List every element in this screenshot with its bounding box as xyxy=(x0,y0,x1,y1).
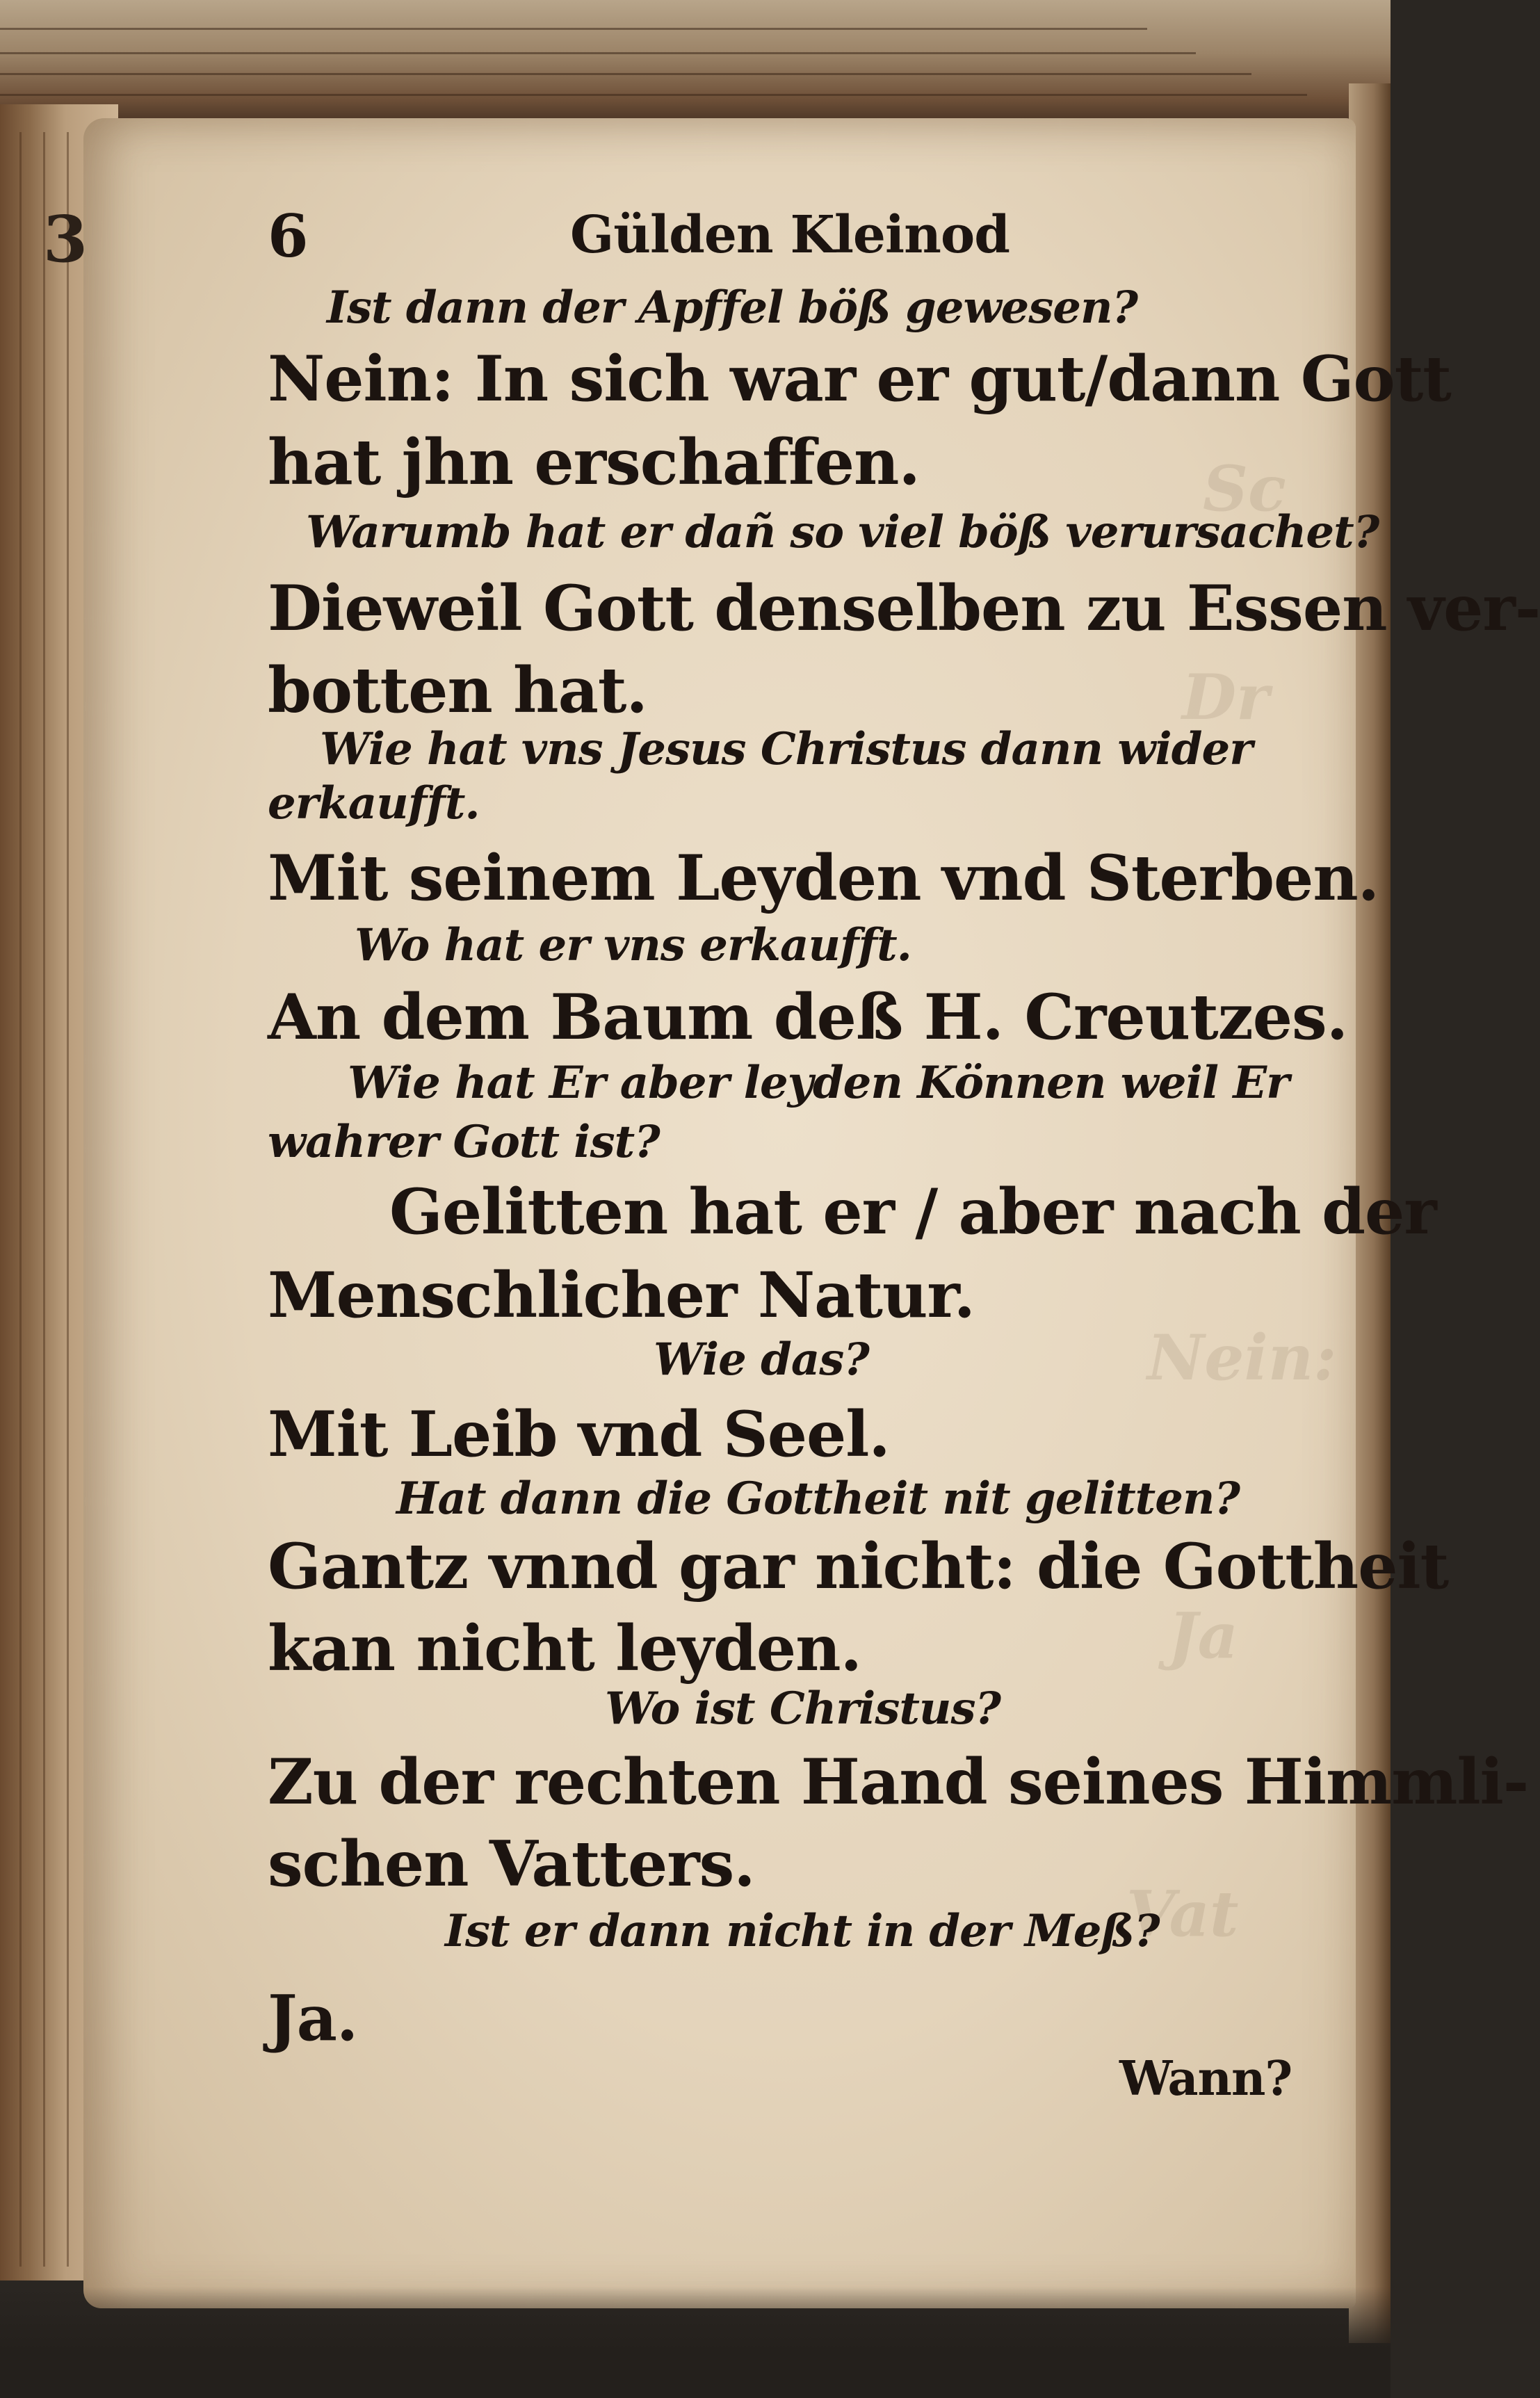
page-edge-line xyxy=(0,73,1251,75)
bleed-through-text: Vat xyxy=(1126,1877,1239,1951)
page-edge-stripe xyxy=(67,132,69,2267)
answer-line: schen Vatters. xyxy=(268,1827,755,1901)
answer-line: Menschlicher Natur. xyxy=(268,1258,975,1332)
question-line: Wo hat er vns erkaufft. xyxy=(355,919,911,971)
bleed-through-text: Ja xyxy=(1168,1599,1238,1673)
answer-line: kan nicht leyden. xyxy=(268,1612,861,1685)
question-line: Wie hat vns Jesus Christus dann wider xyxy=(320,723,1252,775)
page-edge-stripe xyxy=(19,132,22,2267)
answer-line: Gantz vnnd gar nicht: die Gottheit xyxy=(268,1530,1449,1603)
answer-line: Nein: In sich war er gut/dann Gott xyxy=(268,342,1451,416)
page-edge-line xyxy=(0,52,1196,54)
page-edge-line xyxy=(0,28,1147,30)
page-edge-line xyxy=(0,94,1307,96)
question-line: Hat dann die Gottheit nit gelitten? xyxy=(396,1473,1240,1525)
question-line: Wie hat Er aber leyden Können weil Er xyxy=(348,1057,1289,1109)
answer-line: Dieweil Gott denselben zu Essen ver- xyxy=(268,572,1540,645)
question-line: erkaufft. xyxy=(268,777,480,829)
catchword: Wann? xyxy=(1119,2051,1292,2107)
page-number: 6 xyxy=(268,202,308,270)
question-line: Wie das? xyxy=(654,1334,869,1386)
answer-line: Ja. xyxy=(268,1982,358,2055)
answer-line: botten hat. xyxy=(268,654,647,727)
answer-line: Zu der rechten Hand seines Himmli- xyxy=(268,1745,1529,1819)
question-line: wahrer Gott ist? xyxy=(268,1116,660,1168)
page-edge-stripe xyxy=(43,132,45,2267)
question-line: Wo ist Christus? xyxy=(605,1683,1000,1735)
bleed-through-text: Dr xyxy=(1182,661,1270,734)
margin-mark: 3 xyxy=(43,202,88,277)
answer-line: Mit Leib vnd Seel. xyxy=(268,1398,890,1471)
answer-line: An dem Baum deß H. Creutzes. xyxy=(268,980,1348,1054)
question-line: Ist er dann nicht in der Meß? xyxy=(445,1905,1160,1957)
answer-line: Gelitten hat er / aber nach der xyxy=(389,1175,1436,1249)
bleed-through-text: Nein: xyxy=(1147,1321,1337,1395)
background-shadow xyxy=(0,2287,1391,2398)
running-head: Gülden Kleinod xyxy=(570,205,1010,265)
question-line: Ist dann der Apffel böß gewesen? xyxy=(327,282,1138,334)
book-top-edge xyxy=(0,0,1391,132)
answer-line: Mit seinem Leyden vnd Sterben. xyxy=(268,841,1379,915)
bleed-through-text: Sc xyxy=(1203,452,1286,526)
answer-line: hat jhn erschaffen. xyxy=(268,426,920,499)
question-line: Warumb hat er dañ so viel böß verursachet? xyxy=(306,506,1379,558)
